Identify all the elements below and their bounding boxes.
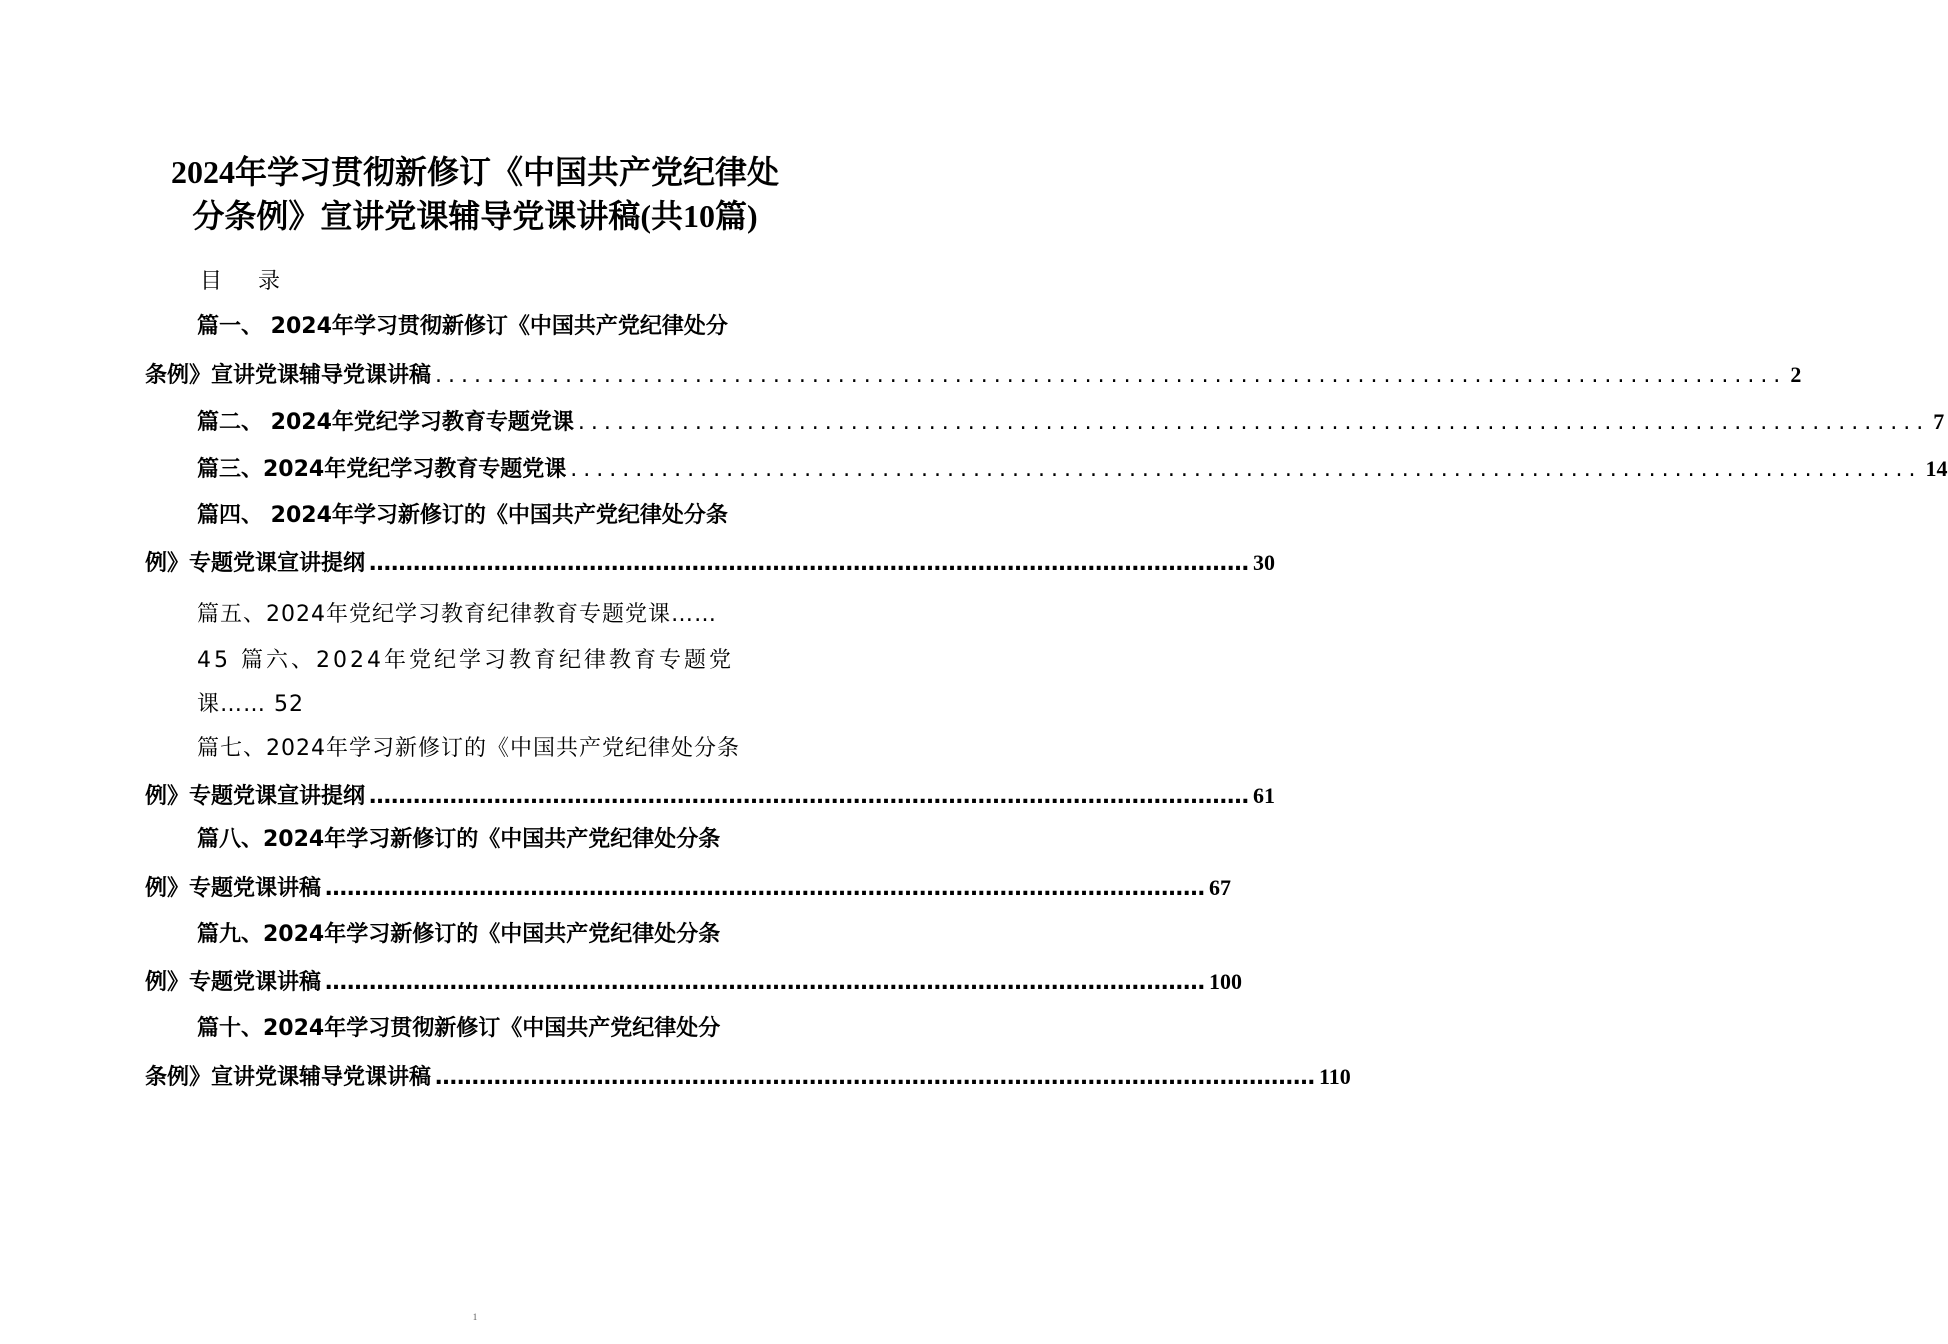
toc-entry-3-page: 14 xyxy=(1925,456,1948,481)
toc-entry-7-line1[interactable]: 篇七、2024年学习新修订的《中国共产党纪律处分条 xyxy=(197,736,740,761)
toc-entry-3[interactable] xyxy=(197,454,1948,485)
toc-entry-1-line2[interactable] xyxy=(145,360,1802,391)
toc-leader-dots: ………………………………………………………………………………………………………… xyxy=(369,551,1250,576)
toc-entry-2-text: 篇二、 2024年党纪学习教育专题党课 xyxy=(197,410,574,435)
toc-entry-7-text: 例》专题党课宣讲提纲 xyxy=(145,784,366,809)
toc-entry-1-text: 条例》宣讲党课辅导党课讲稿 xyxy=(145,363,432,388)
toc-leader-dots: ………………………………………………………………………………………………………… xyxy=(369,784,1250,809)
toc-entry-2[interactable] xyxy=(197,407,1945,438)
toc-heading: 目录 xyxy=(200,269,317,294)
toc-entry-9-line2[interactable] xyxy=(145,967,1243,998)
toc-entry-1-page: 2 xyxy=(1790,362,1802,387)
toc-entry-4-text: 例》专题党课宣讲提纲 xyxy=(145,551,366,576)
toc-entry-5-line[interactable]: 篇五、2024年党纪学习教育纪律教育专题党课…… xyxy=(197,602,717,627)
toc-leader-dots: ........................................................................................................ xyxy=(570,457,1922,482)
toc-entry-4-page: 30 xyxy=(1253,550,1276,575)
page-number: 1 xyxy=(472,1312,478,1322)
toc-entry-1-line1[interactable]: 篇一、 2024年学习贯彻新修订《中国共产党纪律处分 xyxy=(197,314,728,339)
toc-entry-2-page: 7 xyxy=(1933,409,1945,434)
toc-entry-4-line1[interactable]: 篇四、 2024年学习新修订的《中国共产党纪律处分条 xyxy=(197,503,728,528)
toc-leader-dots: ………………………………………………………………………………………………………… xyxy=(435,1065,1316,1090)
toc-leader-dots: ........................................................................................................ xyxy=(577,410,1930,435)
toc-entry-10-line2[interactable] xyxy=(145,1062,1351,1093)
toc-entry-6-line[interactable]: 45 篇六、2024年党纪学习教育纪律教育专题党 xyxy=(197,648,734,673)
toc-entry-3-text: 篇三、2024年党纪学习教育专题党课 xyxy=(197,457,567,482)
toc-leader-dots: ………………………………………………………………………………………………………… xyxy=(325,876,1206,901)
document-title-line1: 2024年学习贯彻新修订《中国共产党纪律处 xyxy=(170,154,779,190)
toc-entry-7-line2[interactable] xyxy=(145,781,1276,812)
toc-leader-dots: ………………………………………………………………………………………………………… xyxy=(325,970,1206,995)
toc-entry-8-line1[interactable]: 篇八、2024年学习新修订的《中国共产党纪律处分条 xyxy=(197,827,721,852)
toc-entry-6-page-line[interactable]: 课…… 52 xyxy=(197,692,304,717)
toc-entry-9-page: 100 xyxy=(1209,969,1243,994)
toc-entry-10-text: 条例》宣讲党课辅导党课讲稿 xyxy=(145,1065,432,1090)
document-title-line2: 分条例》宣讲党课辅导党课讲稿(共10篇) xyxy=(192,198,758,234)
toc-leader-dots: ........................................................................................................ xyxy=(435,363,1787,388)
toc-entry-10-line1[interactable]: 篇十、2024年学习贯彻新修订《中国共产党纪律处分 xyxy=(197,1016,721,1041)
toc-entry-9-line1[interactable]: 篇九、2024年学习新修订的《中国共产党纪律处分条 xyxy=(197,922,721,947)
toc-entry-7-page: 61 xyxy=(1253,783,1276,808)
toc-entry-4-line2[interactable] xyxy=(145,548,1276,579)
toc-entry-8-line2[interactable] xyxy=(145,873,1232,904)
toc-entry-10-page: 110 xyxy=(1319,1064,1351,1089)
toc-entry-8-text: 例》专题党课讲稿 xyxy=(145,876,322,901)
toc-entry-9-text: 例》专题党课讲稿 xyxy=(145,970,322,995)
toc-entry-8-page: 67 xyxy=(1209,875,1232,900)
